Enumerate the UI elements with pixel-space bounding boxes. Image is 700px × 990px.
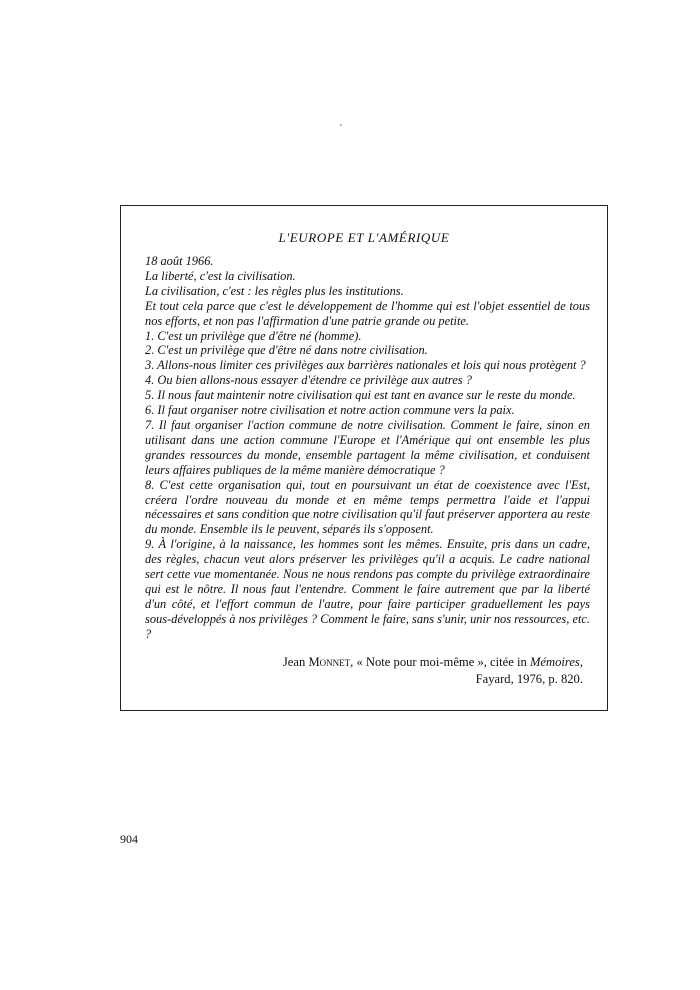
citation-work: , « Note pour moi-même », citée in [350,655,527,669]
paragraph-development: Et tout cela parce que c'est le développement de l'homme qui est l'objet essentiel de tous nos efforts, et non pas l'affirmation d'une patrie grande ou petite. [145,298,590,328]
scan-speck [340,124,342,126]
citation [223,654,583,687]
citation-author-last: Monnet [308,655,351,669]
citation-book: Mémoires [529,655,580,669]
page-number: 904 [120,832,138,846]
paragraph-point-6: 6. Il faut organiser notre civilisation et notre action commune vers la paix. [145,403,515,418]
citation-comma: , [579,655,583,669]
paragraph-point-8: 8. C'est cette organisation qui, tout en poursuivant un état de coexistence avec l'Est, créera l'ordre nouveau du monde et en même temps permettra l'aide et l'appui nécessaires et sans condition que notre civilisation qu'il faut préserver apportera au reste du monde. Ensemble ils le peuvent, séparés ils s'opposent. [145,477,590,537]
paragraph-point-5: 5. Il nous faut maintenir notre civilisation qui est tant en avance sur le reste du monde. [145,388,576,403]
paragraph-date: 18 août 1966. [145,254,214,268]
paragraph-point-3: 3. Allons-nous limiter ces privilèges aux barrières nationales et lois qui nous protègent ? [145,358,586,373]
paragraph-point-1: 1. C'est un privilège que d'être né (homme). [145,328,362,343]
paragraph-point-7: 7. Il faut organiser l'action commune de notre civilisation. Comment le faire, sinon en utilisant dans une action commune l'Europe et l'Amérique qui ont ensemble les plus grandes ressources du monde, ensemble partagent la même civilisation, et conduisent leurs affaires publiques de la même manière démocratique ? [145,417,590,477]
quote-box [120,205,608,711]
paragraph-point-4: 4. Ou bien allons-nous essayer d'étendre ce privilège aux autres ? [145,373,472,388]
paragraph-point-9: 9. À l'origine, à la naissance, les hommes sont les mêmes. Ensuite, pris dans un cadre, des règles, chacun veut alors préserver les privilèges qu'il a acquis. Le cadre national sert cette vue momentanée. Nous ne nous rendons pas compte du privilège extraordinaire qui est le nôtre. Il nous faut l'entendre. Comment le faire autrement que par la liberté d'un côté, et l'effort commun de l'autre, pour faire participer graduellement les pays sous-développés à nos privilèges ? Comment le faire, sans s'unir, unir nos ressources, etc. ? [145,537,590,641]
citation-author-first: Jean [282,655,306,669]
citation-line-2: Fayard, 1976, p. 820. [475,671,583,686]
paragraph-liberty: La liberté, c'est la civilisation. [145,268,296,283]
paragraph-point-2: 2. C'est un privilège que d'être né dans notre civilisation. [145,343,428,358]
quote-body [145,254,590,642]
paragraph-civilisation: La civilisation, c'est : les règles plus les institutions. [145,283,404,298]
document-title: L'EUROPE ET L'AMÉRIQUE [278,230,450,245]
citation-line-1 [223,654,583,671]
